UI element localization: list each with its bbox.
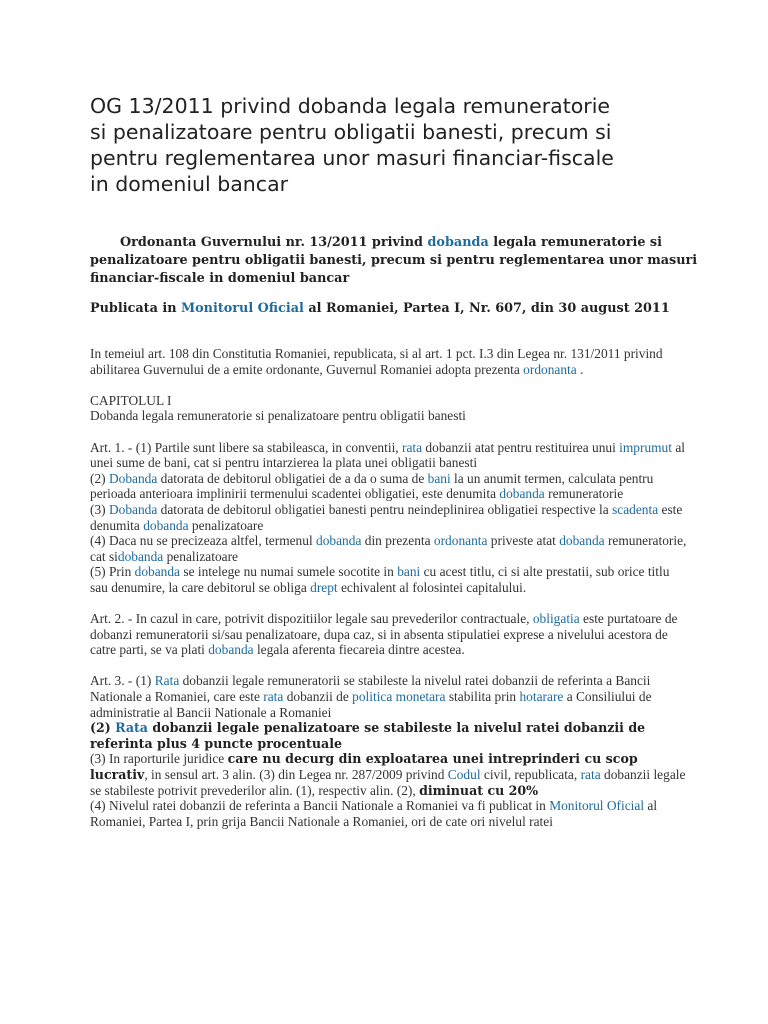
- bold-text: care nu decurg din exploatarea unei intreprinderi cu scop lucrativ: [90, 751, 638, 783]
- para-text: , in sensul art. 3 alin. (3) din Legea nr. 287/2009 privind: [144, 767, 448, 783]
- link-codul[interactable]: Codul: [447, 767, 481, 783]
- link-rata[interactable]: rata: [263, 689, 284, 705]
- para-text: Art. 3. - (1): [90, 673, 155, 689]
- art3-para1: [90, 673, 690, 720]
- intro-text: legala remuneratorie si penalizatoare pentru obligatii banesti, precum si pentru reglementarea unor masuri financiar-fiscale in domeniul bancar: [90, 235, 698, 286]
- para-text: datorata de debitorul obligatiei banesti pentru neindeplinirea obligatiei respective la: [157, 501, 613, 517]
- para-text: al Romaniei, Partea I, prin grija Bancii Nationale a Romaniei, ori de cate ori nivelul ratei: [90, 798, 658, 829]
- para-text: (4) Nivelul ratei dobanzii de referinta a Bancii Nationale a Romaniei va fi publicat in: [90, 798, 550, 814]
- link-dobanda[interactable]: dobanda: [208, 642, 254, 658]
- art1-para1: [90, 440, 690, 471]
- link-obligatia[interactable]: obligatia: [532, 611, 580, 627]
- link-rata[interactable]: rata: [402, 439, 423, 455]
- para-text: (2): [90, 470, 109, 486]
- para-text: (4) Daca nu se precizeaza altfel, termenul: [90, 533, 317, 549]
- para-text: priveste atat: [487, 533, 560, 549]
- link-ordonanta[interactable]: ordonanta: [523, 361, 577, 377]
- para-text: la un anumit termen, calculata pentru perioada anterioara implinirii termenului scadentei obligatiei, este denumita: [90, 470, 654, 502]
- link-bani[interactable]: bani: [397, 564, 421, 580]
- preamble-paragraph: [90, 346, 690, 377]
- para-text: din prezenta: [361, 533, 434, 549]
- para-text: datorata de debitorul obligatiei de a da o suma de: [157, 470, 428, 486]
- link-rata[interactable]: Rata: [115, 720, 148, 736]
- para-text: Art. 1. - (1) Partile sunt libere sa stabileasca, in conventii,: [90, 439, 402, 455]
- para-text: al unei sume de bani, cat si pentru intarzierea la plata unei obligatii banesti: [90, 439, 685, 471]
- para-text: este denumita: [90, 501, 683, 533]
- intro-paragraph: [90, 234, 710, 288]
- link-drept[interactable]: drept: [310, 579, 338, 595]
- para-text: penalizatoare: [163, 548, 238, 564]
- link-dobanda[interactable]: dobanda: [134, 564, 181, 580]
- art3-para2: [90, 720, 690, 751]
- bold-text: diminuat cu 20%: [419, 782, 539, 798]
- para-text: civil, republicata,: [480, 767, 581, 783]
- link-dobanda[interactable]: dobanda: [316, 533, 362, 549]
- link-dobanda[interactable]: dobanda: [117, 548, 164, 564]
- link-dobanda[interactable]: Dobanda: [108, 501, 158, 517]
- para-text: remuneratorie: [544, 486, 624, 502]
- para-text: legala aferenta fiecareia dintre acestea.: [253, 642, 465, 658]
- para-text: echivalent al folosintei capitalului.: [337, 579, 527, 595]
- para-text: (3): [90, 501, 109, 517]
- link-hotarare[interactable]: hotarare: [519, 689, 564, 705]
- link-dobanda[interactable]: dobanda: [559, 533, 605, 549]
- para-text: dobanzii legale se stabileste potrivit prevederilor alin. (1), respectiv alin. (2),: [90, 767, 686, 798]
- link-politica-monetara[interactable]: politica monetara: [352, 689, 446, 705]
- link-dobanda[interactable]: Dobanda: [108, 470, 158, 486]
- para-text: (2): [90, 720, 116, 736]
- para-text: stabilita prin: [445, 689, 520, 705]
- art1-para2: [90, 471, 690, 502]
- para-text: dobanzii legale remuneratorii se stabileste la nivelul ratei dobanzii de referinta a Bancii Nationale a Romaniei, care este: [90, 673, 651, 705]
- link-monitorul-oficial[interactable]: Monitorul Oficial: [549, 798, 645, 814]
- para-text: dobanzii de: [283, 689, 353, 705]
- para-text: dobanzii legale penalizatoare se stabileste la nivelul ratei dobanzii de referinta plus 4 puncte procentuale: [90, 720, 646, 751]
- link-dobanda[interactable]: dobanda: [427, 235, 489, 250]
- link-rata[interactable]: Rata: [154, 673, 180, 689]
- para-text: este purtatoare de dobanzi remuneratorii si/sau penalizatoare, dupa caz, si in absenta stipulatiei exprese a nivelului acestora de catre parti, se va plati: [90, 611, 678, 658]
- para-text: dobanzii atat pentru restituirea unui: [422, 439, 620, 455]
- para-text: se intelege nu numai sumele socotite in: [180, 564, 398, 580]
- para-text: (5) Prin: [90, 564, 135, 580]
- art1-para4: [90, 533, 690, 564]
- art3-para4: [90, 798, 690, 829]
- publication-text: al Romaniei, Partea I, Nr. 607, din 30 august 2011: [303, 301, 670, 316]
- document-body: [90, 346, 690, 829]
- para-text: cu acest titlu, ci si alte prestatii, sub orice titlu sau denumire, la care debitorul se obliga: [90, 564, 670, 595]
- link-rata[interactable]: rata: [580, 767, 601, 783]
- para-text: (3) In raporturile juridice: [90, 751, 228, 767]
- preamble-text: .: [576, 361, 584, 377]
- para-text: a Consiliului de administratie al Bancii Nationale a Romaniei: [90, 689, 652, 720]
- link-imprumut[interactable]: imprumut: [619, 439, 672, 455]
- intro-text: Ordonanta Guvernului nr. 13/2011 privind: [120, 235, 428, 250]
- link-bani[interactable]: bani: [427, 470, 451, 486]
- link-scadenta[interactable]: scadenta: [612, 501, 659, 517]
- art2-paragraph: [90, 611, 690, 658]
- preamble-text: In temeiul art. 108 din Constitutia Romaniei, republicata, si al art. 1 pct. I.3 din Legea nr. 131/2011 privind abilitarea Guvernului de a emite ordonante, Guvernul Romaniei adopta prezenta: [90, 346, 663, 377]
- link-ordonanta[interactable]: ordonanta: [433, 533, 488, 549]
- link-dobanda[interactable]: dobanda: [143, 517, 189, 533]
- art3-para3: [90, 751, 690, 798]
- link-dobanda[interactable]: dobanda: [499, 486, 545, 502]
- art1-para5: [90, 564, 690, 595]
- chapter-heading: CAPITOLUL I: [90, 392, 172, 408]
- para-text: penalizatoare: [188, 517, 264, 533]
- publication-line: [90, 300, 710, 318]
- publication-text: Publicata in: [90, 301, 181, 316]
- document-title: OG 13/2011 privind dobanda legala remuneratorie si penalizatoare pentru obligatii banesti, precum si pentru reglementarea unor masuri financiar-fiscale in domeniul bancar: [90, 94, 614, 196]
- para-text: Art. 2. - In cazul in care, potrivit dispozitiilor legale sau prevederilor contractuale,: [90, 611, 533, 627]
- para-text: remuneratorie, cat si: [90, 533, 687, 564]
- link-monitorul-oficial[interactable]: Monitorul Oficial: [180, 301, 304, 316]
- chapter-subtitle: Dobanda legala remuneratorie si penalizatoare pentru obligatii banesti: [90, 408, 466, 424]
- art1-para3: [90, 502, 690, 533]
